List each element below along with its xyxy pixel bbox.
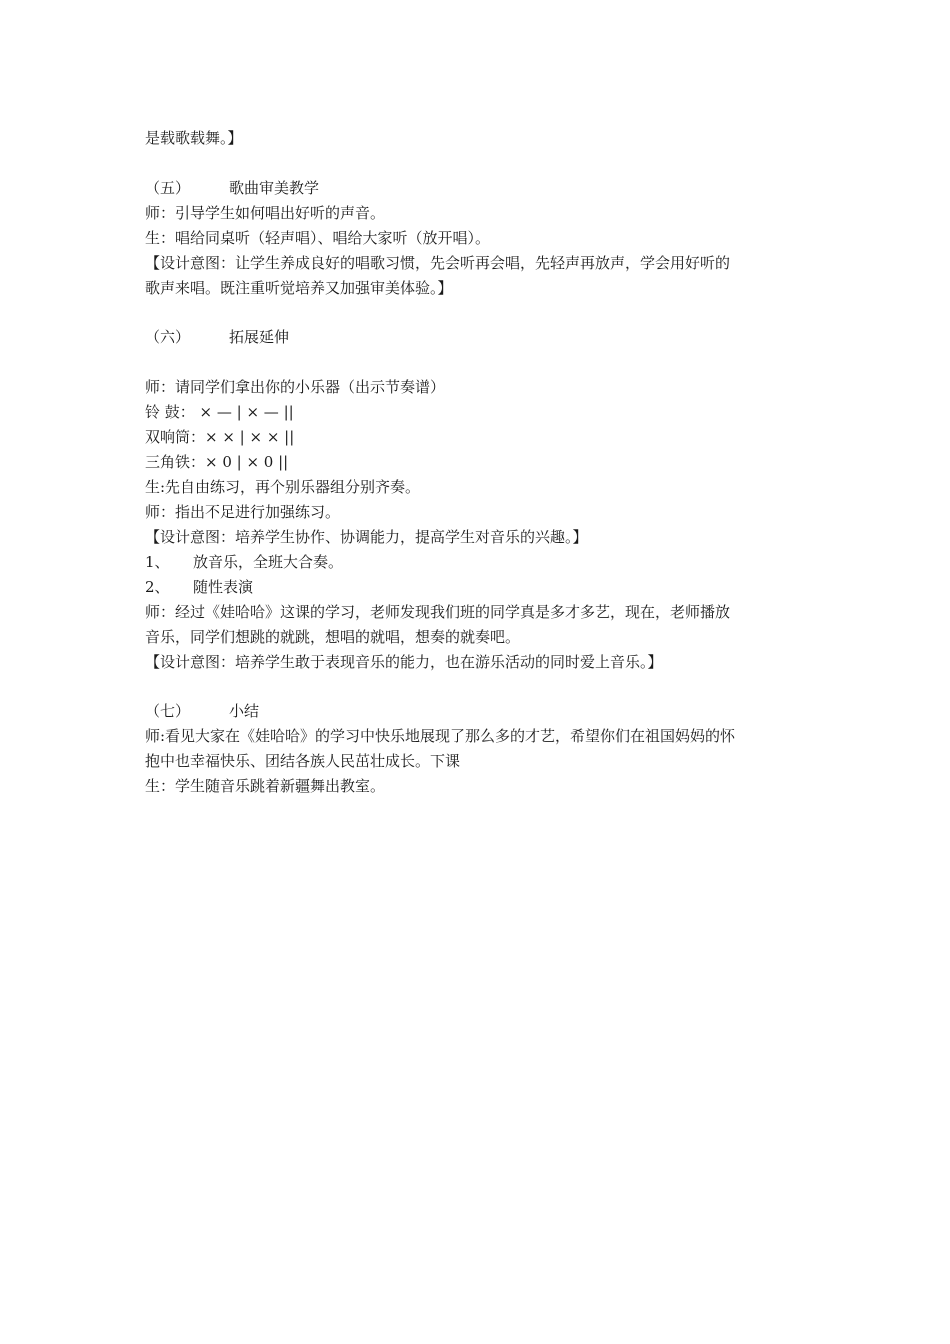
section-6-student: 生:先自由练习，再个别乐器组分别齐奏。 — [145, 478, 421, 496]
section-5-intent-line-1: 【设计意图：让学生养成良好的唱歌习惯，先会听再会唱，先轻声再放声，学会用好听的 — [145, 254, 731, 272]
rhythm-bell-drum: 铃 鼓： × — | × — || — [145, 403, 294, 421]
list-item-2-text: 随性表演 — [193, 578, 254, 596]
rhythm-triangle: 三角铁：× 0 | × 0 || — [145, 453, 289, 471]
section-6-teacher-intro: 师：请同学们拿出你的小乐器（出示节奏谱） — [145, 378, 446, 396]
section-7-title: 小结 — [229, 702, 260, 720]
section-6-title: 拓展延伸 — [229, 328, 290, 346]
section-6-teacher-line-1: 师：经过《娃哈哈》这课的学习，老师发现我们班的同学真是多才多艺，现在，老师播放 — [145, 603, 731, 621]
carryover-line: 是载歌载舞。】 — [145, 129, 243, 147]
section-6-intent-2: 【设计意图：培养学生敢于表现音乐的能力，也在游乐活动的同时爱上音乐。】 — [145, 653, 663, 671]
section-6-heading — [145, 327, 289, 347]
section-7-student: 生：学生随音乐跳着新疆舞出教室。 — [145, 777, 386, 795]
section-6-number: （六） — [145, 328, 191, 346]
section-7-heading — [145, 701, 259, 721]
section-6-teacher-fix: 师：指出不足进行加强练习。 — [145, 503, 341, 521]
section-5-intent-line-2: 歌声来唱。既注重听觉培养又加强审美体验。】 — [145, 279, 453, 297]
list-item-1 — [145, 552, 343, 572]
list-item-2 — [145, 577, 253, 597]
section-5-number: （五） — [145, 179, 191, 197]
rhythm-double-tone: 双响筒：× × | × × || — [145, 428, 295, 446]
section-5-teacher: 师：引导学生如何唱出好听的声音。 — [145, 204, 386, 222]
section-7-teacher-line-1: 师:看见大家在《娃哈哈》的学习中快乐地展现了那么多的才艺，希望你们在祖国妈妈的怀 — [145, 727, 736, 745]
section-6-teacher-line-2: 音乐，同学们想跳的就跳，想唱的就唱，想奏的就奏吧。 — [145, 628, 521, 646]
list-item-1-text: 放音乐，全班大合奏。 — [193, 553, 344, 571]
section-6-intent: 【设计意图：培养学生协作、协调能力，提高学生对音乐的兴趣。】 — [145, 528, 588, 546]
section-5-title: 歌曲审美教学 — [229, 179, 320, 197]
list-item-2-number: 2、 — [145, 578, 170, 596]
section-5-heading — [145, 178, 319, 198]
section-7-teacher-line-2: 抱中也幸福快乐、团结各族人民茁壮成长。下课 — [145, 752, 461, 770]
section-7-number: （七） — [145, 702, 191, 720]
section-5-student: 生：唱给同桌听（轻声唱）、唱给大家听（放开唱）。 — [145, 229, 491, 247]
list-item-1-number: 1、 — [145, 553, 170, 571]
